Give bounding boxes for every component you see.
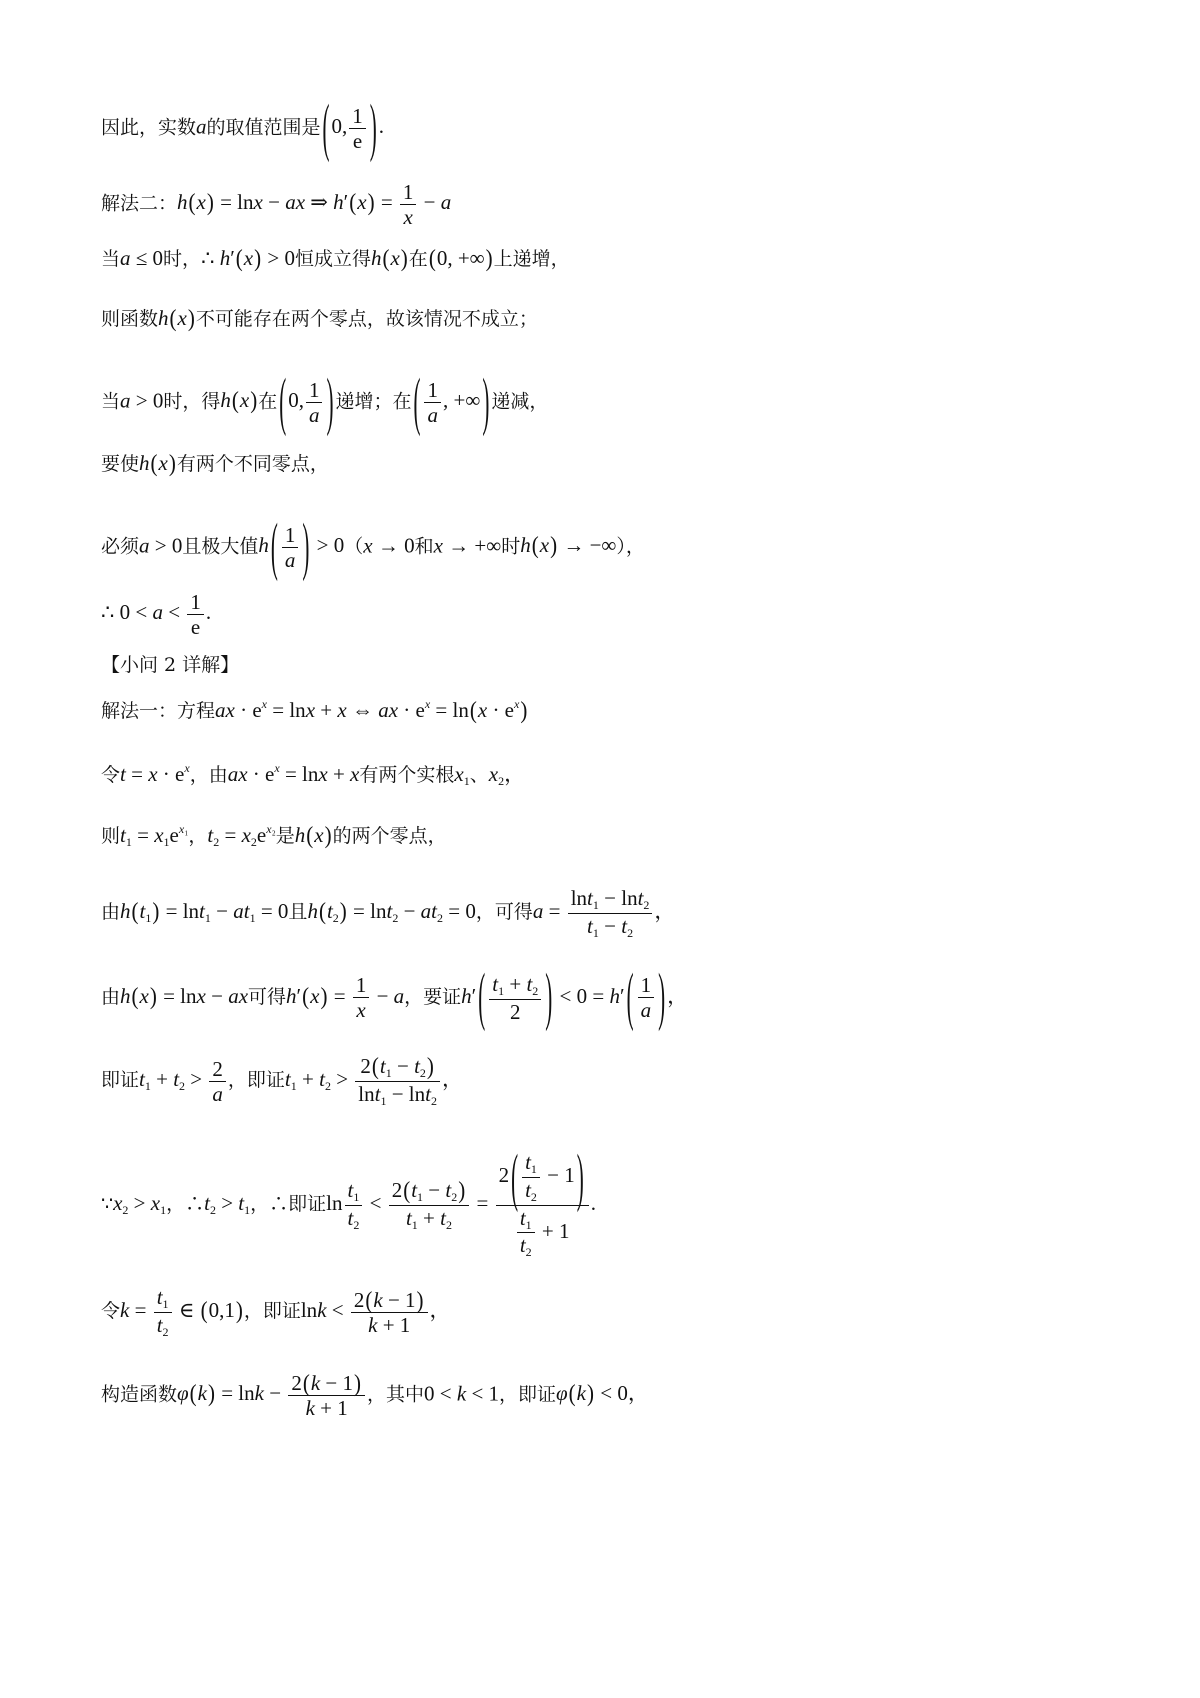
line-range-conclusion: 因此，实数a的取值范围是(0, $\frac{1}{e}$ ). (101, 89, 385, 165)
line-prove-sum: 即证$t_1 + t_2$ > $\frac{2}{a}$ ，即证$t_1 + t_2$ > $\frac{2(t_1 - t_2)}{\ln t_1 - \ln t_2}$ ， (101, 1052, 463, 1108)
line-maximum-condition: 必须a > 0且极大值h( $\frac{1}{a}$ ) > 0（x → 0和x → +∞时h(x) → −∞）， (101, 508, 645, 584)
section-heading-question-2: 【小问 2 详解】 (101, 654, 240, 676)
line-case-a-nonpositive: 当a ≤ 0时，∴ h′(x) > 0恒成立得h(x)在(0, +∞)上递增， (101, 244, 570, 272)
line-derivative-prove: 由h(x) = lnx − ax可得h′(x) = $\frac{1}{x}$ − a，要证h′( $\frac{t_1 + t_2}{2}$ ) < 0 = h′( $\frac{1}{a}$ )， (101, 959, 689, 1034)
line-case-a-positive: 当a > 0时，得h(x)在(0, $\frac{1}{a}$ ) 递增；在( $\frac{1}{a}$ , +∞) 递减， (101, 363, 549, 439)
line-substitution-t: 令$t = x \cdot e^x$，由ax · $e^x = \ln x + x$有两个实根$x_1$、$x_2$， (101, 761, 526, 788)
line-construct-phi: 构造函数φ(k) = lnk − $\frac{2(k - 1)}{k + 1}$ ，其中0 < k < 1，即证φ(k) < 0， (101, 1369, 649, 1421)
line-therefore-range: ∴ 0 < a < $\frac{1}{e}$ . (101, 590, 212, 640)
line-solve-a: 由$h(t_1) = \ln t_1 - at_1 = 0$且$h(t_2) = \ln t_2 - at_2 = 0$，可得a = $\frac{\ln t_1 - \ln t_2}{t_1 - t_2}$ ， (101, 886, 676, 940)
line-method-two: 解法二：h(x) = lnx − ax ⇒ h′(x) = $\frac{1}{x}$ − a (101, 180, 452, 230)
line-method-one-equation: 解法一：方程ax · $e^x = \ln x + x$ ⇔ ax · $e^x = \ln(x \cdot e^x)$ (101, 696, 528, 724)
line-no-two-zeros: 则函数h(x)不可能存在两个零点，故该情况不成立； (101, 304, 538, 332)
line-substitution-k: 令k = $\frac{t_1}{t_2}$ ∈ (0,1)，即证lnk < $\frac{2(k - 1)}{k + 1}$ ， (101, 1285, 451, 1339)
line-require-two-zeros: 要使h(x)有两个不同零点， (101, 449, 329, 477)
line-t1-t2-zeros: 则$t_1 = x_1e^{x_1}$，$t_2 = x_2e^{x_2}$是h(x)的两个零点， (101, 821, 447, 849)
line-ratio-inequality: $\because x_2 > x_1$，$\therefore t_2 > t_1$，∴即证ln $\frac{t_1}{t_2}$ < $\frac{2(t_1 - t_2)}{t_1 + t_2}$ = 2( $\frac{t_1}{t_2}$ − 1) $\frac{t_1}{t_2}$ + 1 . (101, 1139, 596, 1260)
